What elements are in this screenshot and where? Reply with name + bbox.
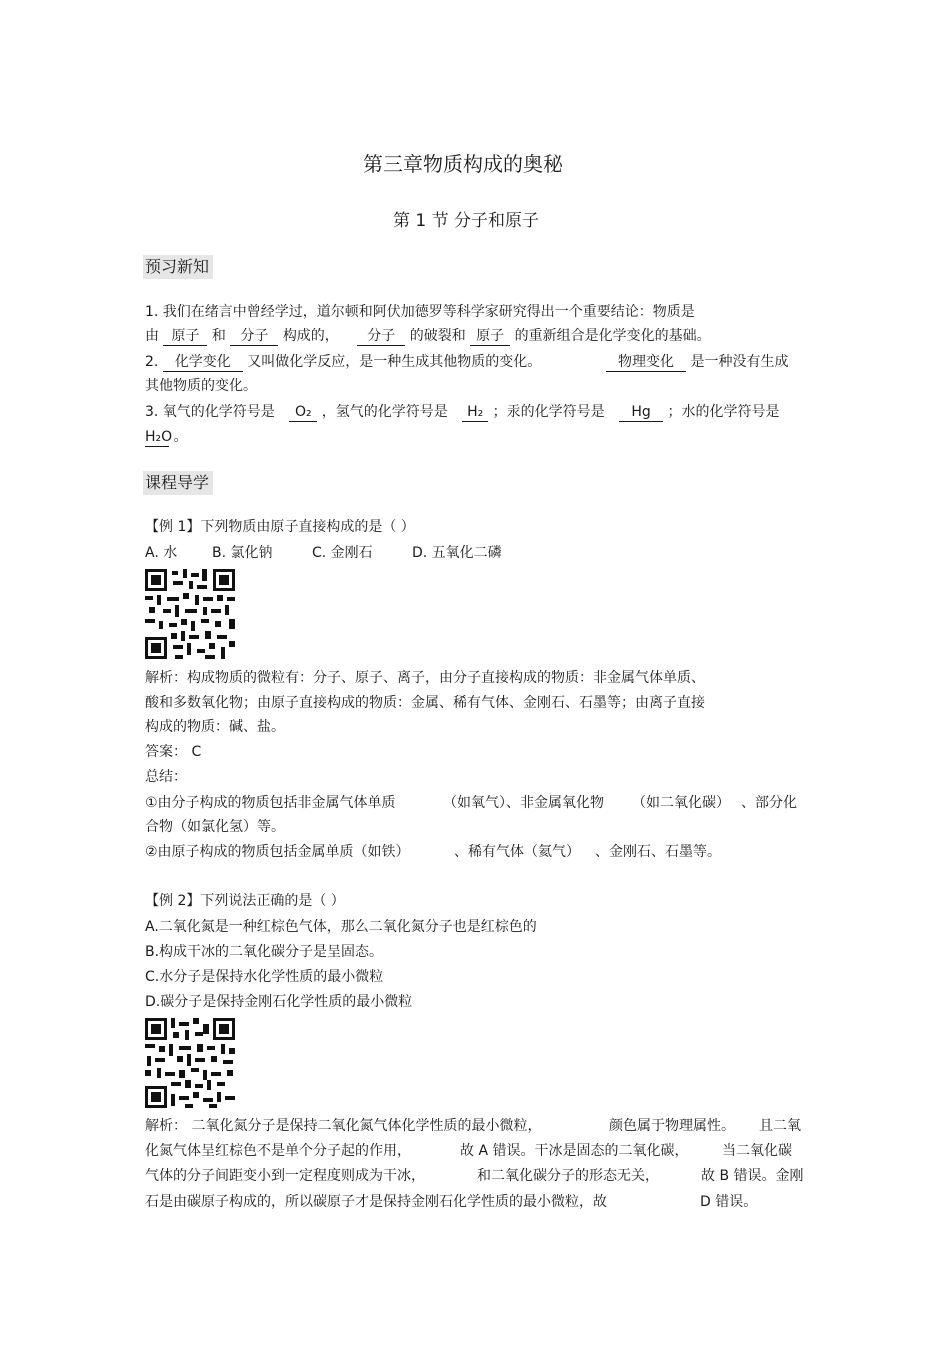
q3-line1 [145,402,780,422]
example1-analysis-line3: 构成的物质：碱、盐。 [145,719,285,735]
q3-blank-4: H₂O [145,429,173,445]
summary-2-part-c: 、金刚石、石墨等。 [595,844,721,860]
q2-text: 是一种没有生成 [690,354,789,370]
section-header-preview: 预习新知 [143,255,213,279]
example1-summary-label: 总结： [145,769,187,785]
example2-option-d: D.碳分子是保持金刚石化学性质的最小微粒 [145,994,413,1010]
q1-text: 的破裂和 [409,328,466,344]
summary-2-part-a: ②由原子构成的物质包括金属单质（如铁） [145,844,410,860]
q3-text: ；汞的化学符号是 [492,404,605,420]
example1-analysis-line1: 解析：构成物质的微粒有：分子、原子、离子，由分子直接构成的物质：非金属气体单质、 [145,670,705,686]
example2-analysis-1b: 颜色属于物理属性。 [609,1118,735,1134]
example1-analysis-line2: 酸和多数氧化物；由原子直接构成的物质：金属、稀有气体、金刚石、石墨等；由离子直接 [145,695,705,711]
q1-text: 和 [211,328,226,344]
summary-1-part-c: （如二氧化碳） [632,795,730,811]
summary-1-part-a: ①由分子构成的物质包括非金属气体单质 [145,795,396,811]
q2-blank-2: 物理变化 [606,353,686,372]
example2-analysis-3a: 气体的分子间距变小到一定程度则成为干冰， [145,1168,425,1184]
q1-line2 [145,326,711,346]
q1-blank-2: 分子 [230,327,278,346]
summary-1-line2: 合物（如氯化氢）等。 [145,819,285,835]
q1-text: 由 [145,328,159,344]
q1-blank-3: 分子 [357,327,405,346]
example2-option-c: C.水分子是保持水化学性质的最小微粒 [145,969,384,985]
example2-analysis-4a: 石是由碳原子构成的，所以碳原子才是保持金刚石化学性质的最小微粒，故 [145,1194,607,1210]
q2-line2: 其他物质的变化。 [145,378,257,394]
example1-option-b: B. 氯化钠 [212,545,273,561]
example2-analysis-4b: D 错误。 [700,1194,758,1210]
example1-option-a: A. 水 [145,545,178,561]
q3-text: 。 [173,429,188,445]
q3-line2 [145,427,187,447]
q3-blank-3: Hg [619,403,663,422]
example2-analysis-3c: 故 B 错误。金刚 [701,1168,804,1184]
q2-line1 [145,352,541,372]
qr-code-icon [145,569,235,659]
qr-code-icon [145,1018,235,1108]
q1-line1: 1. 我们在绪言中曾经学过，道尔顿和阿伏加德罗等科学家研究得出一个重要结论：物质是 [145,304,695,320]
q2-text: 2. [145,354,159,370]
example1-option-c: C. 金刚石 [312,545,373,561]
q2-line1-right [606,352,788,372]
q3-text: 3. 氧气的化学符号是 [145,404,275,420]
example2-analysis-2b: 故 A 错误。干冰是固态的二氧化碳， [460,1143,689,1159]
q3-blank-1: O₂ [289,403,317,422]
q1-text: 的重新组合是化学变化的基础。 [514,328,711,344]
q1-blank-4: 原子 [470,327,510,346]
summary-2-part-b: 、稀有气体（氦气） [454,844,580,860]
q3-text: ，氢气的化学符号是 [321,404,448,420]
section-title: 第 1 节 分子和原子 [393,211,540,231]
q3-text: ；水的化学符号是 [667,404,780,420]
example2-analysis-2a: 化氮气体呈红棕色不是单个分子起的作用， [145,1143,411,1159]
q2-blank-1: 化学变化 [163,353,243,372]
q3-blank-2: H₂ [462,403,488,422]
example1-question: 【例 1】下列物质由原子直接构成的是（ ） [145,519,415,535]
q1-blank-1: 原子 [163,327,207,346]
example2-analysis-2c: 当二氧化碳 [722,1143,792,1159]
chapter-title: 第三章物质构成的奥秘 [363,152,563,176]
q1-text: 构成的， [282,328,339,344]
example1-answer: 答案： C [145,744,202,760]
summary-1-part-b: （如氧气）、非金属氧化物 [443,795,604,811]
summary-1-part-d: 、部分化 [741,795,797,811]
example2-option-b: B.构成干冰的二氧化碳分子是呈固态。 [145,944,384,960]
example2-analysis-1c: 且二氧 [759,1118,801,1134]
q2-text: 又叫做化学反应，是一种生成其他物质的变化。 [247,354,542,370]
example2-question: 【例 2】下列说法正确的是（ ） [145,893,345,909]
example2-option-a: A.二氧化氮是一种红棕色气体，那么二氧化氮分子也是红棕色的 [145,919,537,935]
example2-analysis-1a: 解析： 二氧化氮分子是保持二氧化氮气体化学性质的最小微粒， [145,1118,542,1134]
example2-analysis-3b: 和二氧化碳分子的形态无关， [477,1168,659,1184]
example1-option-d: D. 五氧化二磷 [412,545,502,561]
section-header-guide: 课程导学 [143,471,213,495]
